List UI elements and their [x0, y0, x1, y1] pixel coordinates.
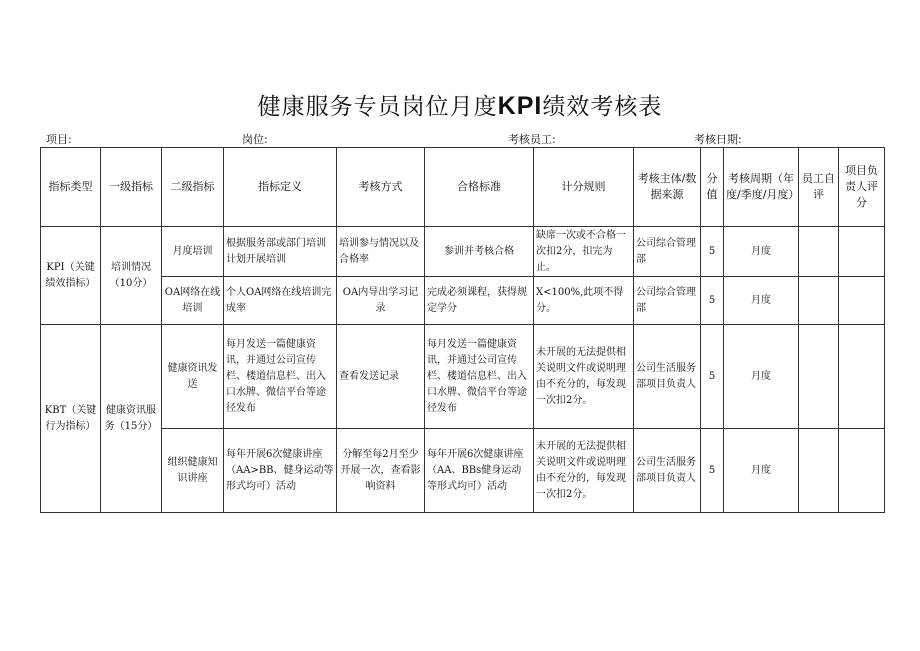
self-eval-cell[interactable]: [799, 429, 839, 513]
method-cell: 培训参与情况以及合格率: [337, 227, 425, 277]
cycle-cell: 月度: [724, 227, 799, 277]
table-row: [41, 227, 885, 277]
definition-cell: 每月发送一篇健康资讯，并通过公司宣传栏、楼道信息栏、出入口水牌、微信平台等途径发布: [224, 325, 337, 429]
level2-indicator: 月度培训: [162, 227, 224, 277]
table-row: [41, 429, 885, 513]
header-cell: 项目负责人评分: [839, 148, 885, 227]
manager-eval-cell[interactable]: [839, 429, 885, 513]
self-eval-cell[interactable]: [799, 277, 839, 325]
source-cell: 公司生活服务部项目负责人: [634, 429, 701, 513]
standard-cell: 每月发送一篇健康资讯，并通过公司宣传栏、楼道信息栏、出入口水牌、微信平台等途径发布: [425, 325, 534, 429]
source-cell: 公司综合管理部: [634, 227, 701, 277]
title-suffix: 绩效考核表: [542, 94, 663, 120]
method-cell: 查看发送记录: [337, 325, 425, 429]
rule-cell: 未开展的无法提供相关说明文件或说明理由不充分的，每发现一次扣2分。: [534, 429, 634, 513]
rule-cell: 未开展的无法提供相关说明文件或说明理由不充分的，每发现一次扣2分。: [534, 325, 634, 429]
header-row: [41, 148, 885, 227]
meta-date: 考核日期:: [694, 133, 742, 146]
score-cell: 5: [701, 325, 724, 429]
level1-indicator: 培训情况（10分）: [101, 227, 162, 325]
rule-cell: 缺席一次或不合格一次扣2分，扣完为止。: [534, 227, 634, 277]
kpi-table: [40, 147, 885, 513]
meta-project: 项目:: [46, 133, 72, 146]
header-cell: 计分规则: [534, 148, 634, 227]
header-cell: 考核周期（年度/季度/月度）: [724, 148, 799, 227]
header-cell: 一级指标: [101, 148, 162, 227]
header-cell: 分值: [701, 148, 724, 227]
method-cell: 分解至每2月至少开展一次，查看影响资料: [337, 429, 425, 513]
header-cell: 考核主体/数据来源: [634, 148, 701, 227]
self-eval-cell[interactable]: [799, 227, 839, 277]
manager-eval-cell[interactable]: [839, 325, 885, 429]
standard-cell: 参训并考核合格: [425, 227, 534, 277]
manager-eval-cell[interactable]: [839, 227, 885, 277]
score-cell: 5: [701, 227, 724, 277]
method-cell: OA内导出学习记录: [337, 277, 425, 325]
indicator-type: KBT（关键行为指标）: [41, 325, 101, 513]
level2-indicator: 组织健康知识讲座: [162, 429, 224, 513]
cycle-cell: 月度: [724, 429, 799, 513]
standard-cell: 每年开展6次健康讲座（AA、BBs健身运动等形式均可）活动: [425, 429, 534, 513]
cycle-cell: 月度: [724, 277, 799, 325]
meta-post: 岗位:: [242, 133, 268, 146]
cycle-cell: 月度: [724, 325, 799, 429]
source-cell: 公司综合管理部: [634, 277, 701, 325]
definition-cell: 个人OA网络在线培训完成率: [224, 277, 337, 325]
header-cell: 合格标准: [425, 148, 534, 227]
source-cell: 公司生活服务部项目负责人: [634, 325, 701, 429]
header-cell: 员工自评: [799, 148, 839, 227]
header-cell: 指标类型: [41, 148, 101, 227]
level1-indicator: 健康资讯服务（15分）: [101, 325, 162, 513]
header-cell: 二级指标: [162, 148, 224, 227]
header-cell: 指标定义: [224, 148, 337, 227]
table-row: [41, 277, 885, 325]
indicator-type: KPI（关键绩效指标）: [41, 227, 101, 325]
definition-cell: 每年开展6次健康讲座（AA>BB、健身运动等形式均可）活动: [224, 429, 337, 513]
table-row: [41, 325, 885, 429]
rule-cell: X<100%,此项不得分。: [534, 277, 634, 325]
self-eval-cell[interactable]: [799, 325, 839, 429]
manager-eval-cell[interactable]: [839, 277, 885, 325]
title-prefix: 健康服务专员岗位月度: [257, 94, 498, 120]
level2-indicator: 健康资讯发送: [162, 325, 224, 429]
score-cell: 5: [701, 429, 724, 513]
standard-cell: 完成必须课程，获得规定学分: [425, 277, 534, 325]
title-kpi: KPI: [497, 92, 543, 120]
page-title: [0, 88, 920, 121]
header-cell: 考核方式: [337, 148, 425, 227]
meta-staff: 考核员工:: [508, 133, 556, 146]
score-cell: 5: [701, 277, 724, 325]
definition-cell: 根据服务部或部门培训计划开展培训: [224, 227, 337, 277]
level2-indicator: OA网络在线培训: [162, 277, 224, 325]
